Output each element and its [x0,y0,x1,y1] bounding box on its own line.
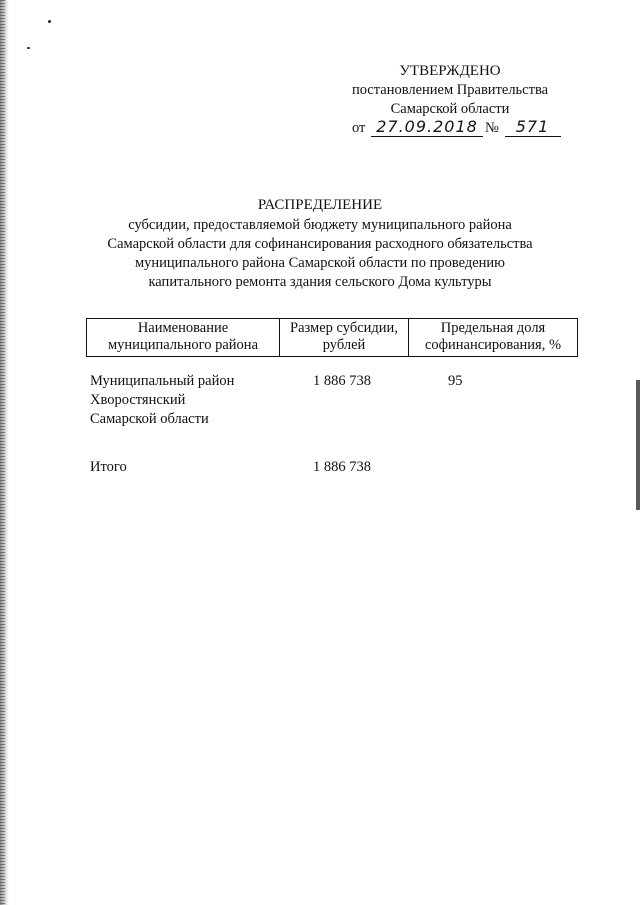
total-label: Итого [90,459,127,475]
column-header-line: Размер субсидии, [290,320,398,336]
column-header-line: Предельная доля [440,320,546,336]
column-header-share [409,319,578,357]
column-header-line: Наименование [137,320,229,336]
total-amount: 1 886 738 [313,459,371,475]
district-name-line: Хворостянский [90,392,186,408]
approval-title: УТВЕРЖДЕНО [399,63,501,79]
table-header-row [87,319,578,357]
scan-edge-grain [0,0,5,905]
handwritten-number: 571 [515,117,550,136]
heading-line: Самарской области для софинансирования расходного обязательства [107,236,533,252]
heading-title: РАСПРЕДЕЛЕНИЕ [257,197,383,213]
date-field [371,119,483,137]
district-name-line: Муниципальный район [90,373,235,389]
handwritten-date: 27.09.2018 [376,117,478,136]
scan-edge-right [636,380,640,510]
approval-date-line [330,119,570,138]
heading-line: капитального ремонта здания сельского Дома культуры [148,274,492,290]
column-header-line: софинансирования, % [424,337,562,353]
approval-line: постановлением Правительства [351,82,549,98]
cofinancing-share: 95 [448,373,463,389]
date-prefix: от [352,120,366,136]
subsidy-amount: 1 886 738 [313,373,371,389]
scan-speck [27,47,30,49]
column-header-amount [280,319,409,357]
number-field [505,119,561,137]
number-sign: № [485,120,499,136]
approval-line: Самарской области [390,101,510,117]
table-header [86,318,578,357]
approval-block [330,62,570,138]
heading-line: муниципального района Самарской области по проведению [134,255,506,271]
table-row-name [90,372,290,429]
column-header-line: муниципального района [108,337,258,353]
scan-speck [48,20,51,23]
document-heading [60,196,580,292]
district-name-line: Самарской области [90,411,209,427]
column-header-name [87,319,280,357]
heading-line: субсидии, предоставляемой бюджету муниципального района [128,217,512,233]
column-header-line: рублей [322,337,366,353]
